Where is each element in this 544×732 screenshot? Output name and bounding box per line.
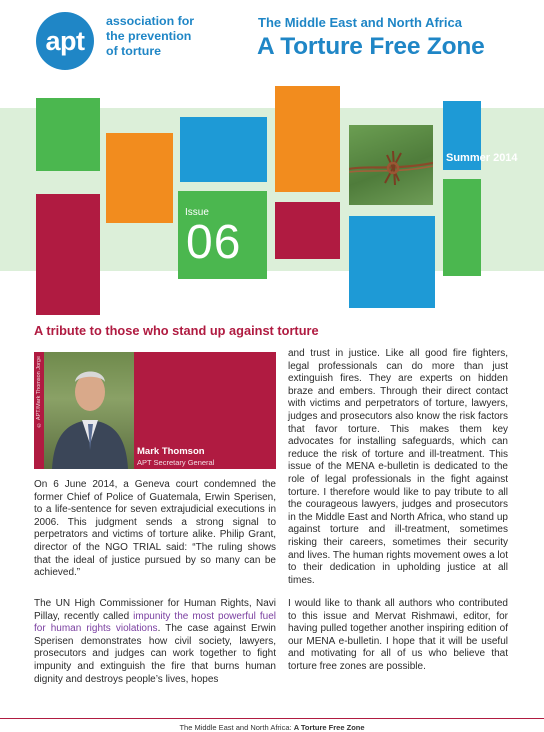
footer-title: A Torture Free Zone (293, 723, 365, 732)
mosaic-square-blue-bottom (349, 216, 435, 308)
article-paragraph-2 (34, 598, 276, 686)
footer-region: The Middle East and North Africa: (179, 723, 294, 732)
author-role: APT Secretary General (137, 458, 215, 467)
edition-label: Summer 2014 (446, 152, 518, 164)
mosaic-square-green-left (36, 98, 100, 171)
mosaic-square-blue-top (180, 117, 267, 182)
publication-title: A Torture Free Zone (257, 33, 485, 60)
author-name: Mark Thomson (137, 446, 205, 457)
org-name-line: association for (106, 14, 195, 28)
region-title: The Middle East and North Africa (258, 15, 462, 30)
org-name-line: the prevention (106, 29, 192, 43)
photo-credit: © APT/Mark Thomson Jorge (36, 356, 42, 428)
paragraph-2-text-end: . The case against Erwin Sperisen demonstrates how civil society, lawyers, prosecutors and judges can work together to fight impunity and extinguish the fire that burns human dignity and destroys people’s lives, hopes (34, 623, 276, 685)
author-portrait (44, 352, 134, 469)
logo-text: apt (45, 25, 85, 56)
issue-label: Issue (185, 207, 209, 218)
barbed-wire-image (349, 125, 433, 205)
paragraph-2-text-start: The UN High Commissioner for Human Rights, Navi Pillay, recently called (34, 598, 276, 622)
apt-logo (36, 12, 94, 70)
mosaic-square-orange-center (275, 86, 340, 192)
impunity-quote-link[interactable]: impunity the most powerful fuel for human rights violations (34, 610, 276, 635)
article-paragraph-1: On 6 June 2014, a Geneva court condemned the former Chief of Police of Guatemala, Erwin Sperisen, to a life-sentence for seven extrajudicial executions in 2006. This judgment sends a strong signal to perpetrators and victims of torture alike. Philip Grant, director of the NGO TRIAL said: “The ruling shows that the ideal of justice pursued by so many can be achieved.” (34, 479, 276, 579)
org-name-line: of torture (106, 44, 162, 58)
footer-divider (0, 718, 544, 719)
organization-name (106, 14, 236, 59)
issue-number: 06 (186, 216, 242, 269)
footer (0, 723, 544, 732)
mosaic-square-orange-left (106, 133, 173, 223)
article-paragraph-4: I would like to thank all authors who contributed to this issue and Mervat Rishmawi, editor, for having pulled together another inspiring edition of our MENA e-bulletin. I hope that it will be useful and motivating for all of us who believe that torture free zones are possible. (288, 598, 508, 672)
barbed-wire-photo (349, 125, 433, 205)
mosaic-square-crimson-left (36, 194, 100, 315)
article-paragraph-3: and trust in justice. Like all good fire fighters, legal professionals can do more than just extinguish fires. They are experts on hidden braze and embers. Through their direct contact with victims and perpetrators of torture, lawyers, judges and prosecutors also know the risk factors that favor torture. This makes them key advocates for installing safeguards, which can reduce the risk of torture and ill-treatment. This issue of the MENA e-bulletin is dedicated to the role of legal professionals in the fight against torture. I therefore would like to pay tribute to all the courageous lawyers, judges and prosecutors in the Middle East and North Africa, who stand up against torture and ill-treatment, sometimes risking their careers, sometimes their security and lives. The human rights movement owes a lot to their dedication in upholding justice at all times. (288, 348, 508, 586)
portrait-image (44, 352, 134, 469)
mosaic-square-crimson-center (275, 202, 340, 259)
mosaic-square-green-right (443, 179, 481, 276)
article-headline: A tribute to those who stand up against torture (34, 323, 319, 338)
